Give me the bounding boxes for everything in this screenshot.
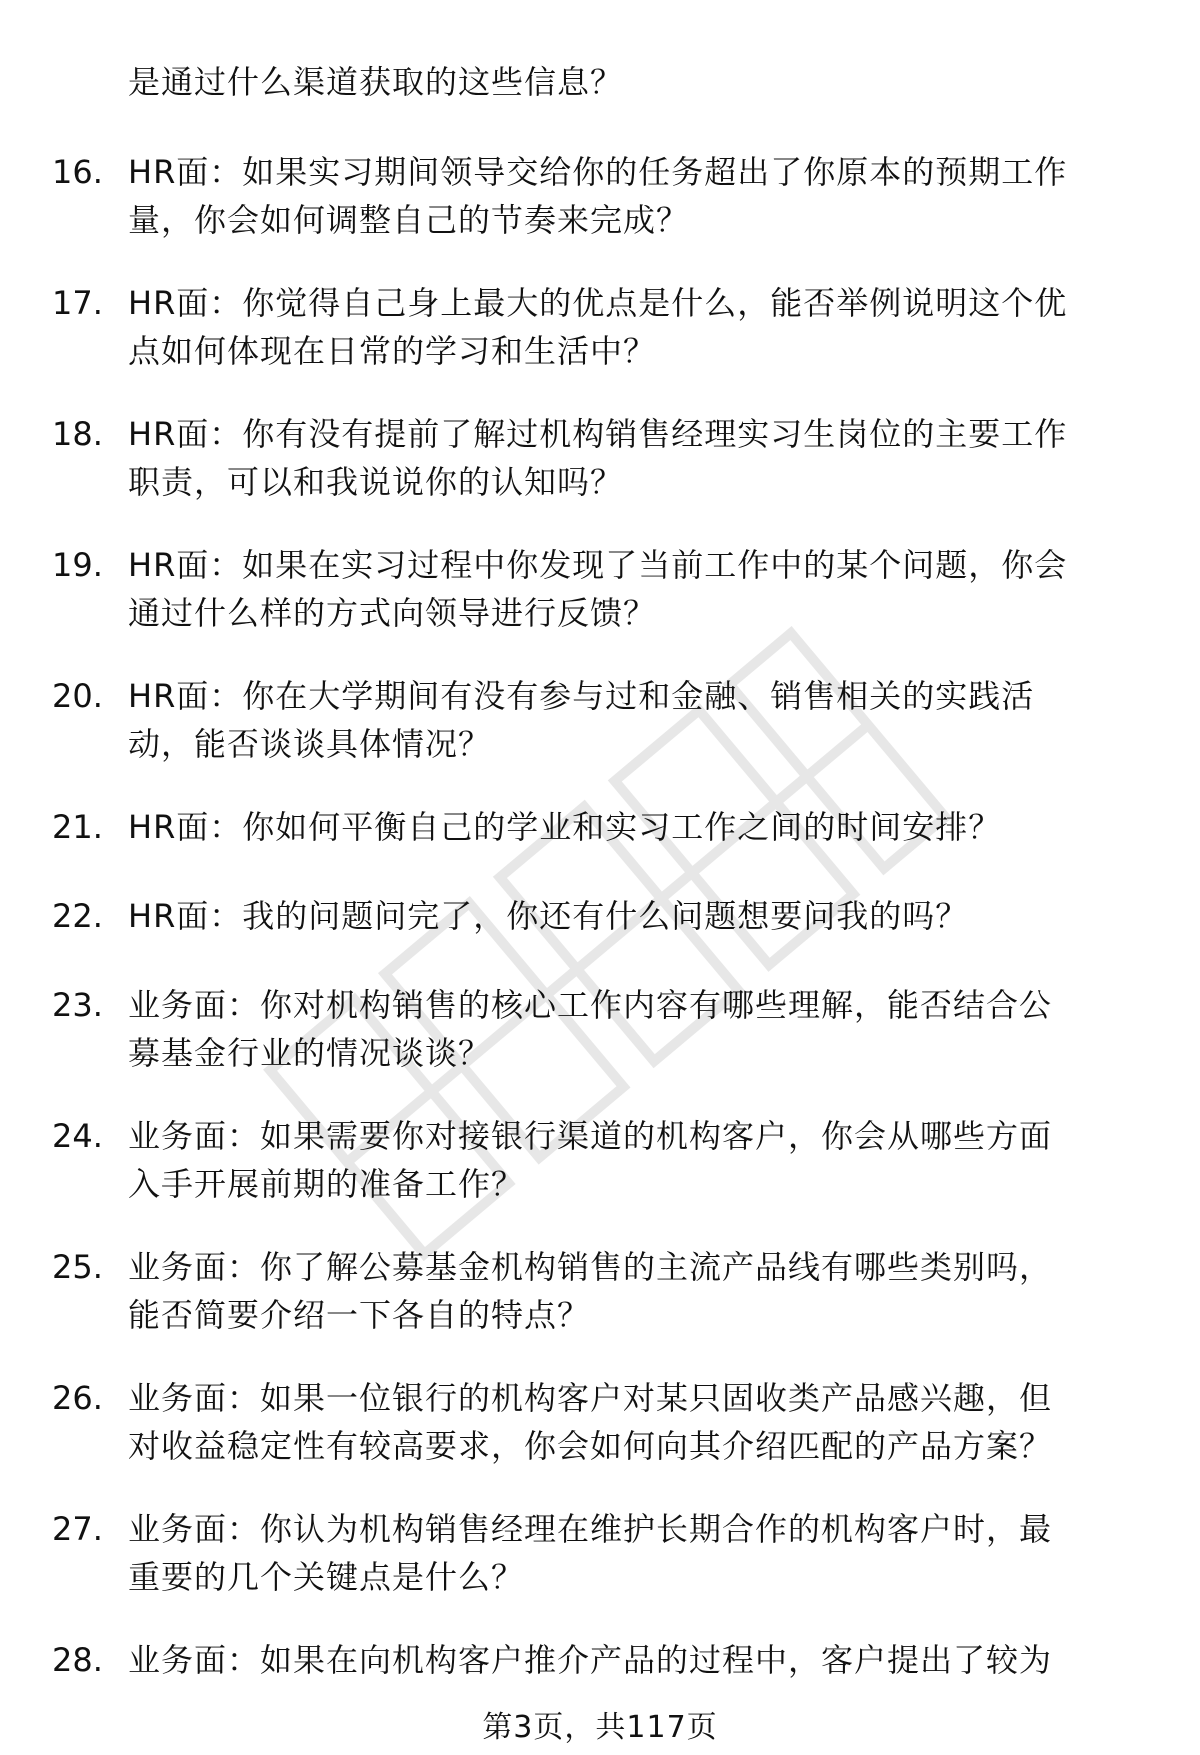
list-item (0, 981, 1200, 1112)
item-text-line: 重要的几个关键点是什么？ (128, 1558, 525, 1596)
item-text-line: 动，能否谈谈具体情况？ (128, 725, 492, 763)
item-text-line: HR面：你觉得自己身上最大的优点是什么，能否举例说明这个优 (128, 284, 1068, 322)
item-number: 27. (52, 1510, 103, 1548)
list-item (0, 148, 1200, 279)
item-text-line: 点如何体现在日常的学习和生活中？ (128, 332, 657, 370)
item-number: 24. (52, 1117, 103, 1155)
item-number: 17. (52, 284, 103, 322)
item-text (128, 148, 1168, 244)
item-number: 21. (52, 808, 103, 846)
item-text-line: 业务面：如果一位银行的机构客户对某只固收类产品感兴趣，但 (128, 1379, 1053, 1417)
item-text-line: HR面：如果实习期间领导交给你的任务超出了你原本的预期工作 (128, 153, 1068, 191)
item-number: 26. (52, 1379, 103, 1417)
item-text-line: 通过什么样的方式向领导进行反馈？ (128, 594, 657, 632)
list-item (0, 1374, 1200, 1505)
item-text-line: HR面：你在大学期间有没有参与过和金融、销售相关的实践活 (128, 677, 1035, 715)
item-text (128, 541, 1168, 637)
list-item (0, 1505, 1200, 1636)
list-item (0, 541, 1200, 672)
item-text-line: 业务面：你认为机构销售经理在维护长期合作的机构客户时，最 (128, 1510, 1053, 1548)
item-text (128, 1112, 1168, 1208)
item-text-line: 对收益稳定性有较高要求，你会如何向其介绍匹配的产品方案？ (128, 1427, 1053, 1465)
item-text-line: 能否简要介绍一下各自的特点？ (128, 1296, 591, 1334)
item-number: 16. (52, 153, 103, 191)
item-text-line: 入手开展前期的准备工作？ (128, 1165, 525, 1203)
page-footer: 第3页，共117页 (482, 1710, 718, 1745)
item-text (128, 1636, 1168, 1684)
item-text (128, 981, 1168, 1077)
list-item (0, 410, 1200, 541)
item-number: 28. (52, 1641, 103, 1679)
item-text (128, 410, 1168, 506)
item-text (128, 892, 1168, 940)
item-text (128, 1374, 1168, 1470)
item-text-line: HR面：如果在实习过程中你发现了当前工作中的某个问题，你会 (128, 546, 1068, 584)
item-number: 19. (52, 546, 103, 584)
item-number: 18. (52, 415, 103, 453)
item-text (128, 672, 1168, 768)
item-number: 20. (52, 677, 103, 715)
item-text-line: HR面：你有没有提前了解过机构销售经理实习生岗位的主要工作 (128, 415, 1068, 453)
item-number: 23. (52, 986, 103, 1024)
list-item (0, 1243, 1200, 1374)
item-text-line: HR面：你如何平衡自己的学业和实习工作之间的时间安排？ (128, 808, 1002, 846)
item-text-line: 募基金行业的情况谈谈？ (128, 1034, 492, 1072)
list-item (0, 803, 1200, 892)
item-text-line: 业务面：如果在向机构客户推介产品的过程中，客户提出了较为 (128, 1641, 1053, 1679)
item-text-line: HR面：我的问题问完了，你还有什么问题想要问我的吗？ (128, 897, 969, 935)
question-list (0, 148, 1200, 1725)
list-item (0, 1112, 1200, 1243)
item-text-line: 职责，可以和我说说你的认知吗？ (128, 463, 624, 501)
item-text (128, 279, 1168, 375)
item-text (128, 803, 1168, 851)
item-text-line: 量，你会如何调整自己的节奏来完成？ (128, 201, 690, 239)
item-number: 25. (52, 1248, 103, 1286)
item-text-line: 业务面：你了解公募基金机构销售的主流产品线有哪些类别吗， (128, 1248, 1053, 1286)
item-text (128, 1505, 1168, 1601)
item-text (128, 1243, 1168, 1339)
list-item (0, 672, 1200, 803)
continuation-line: 是通过什么渠道获取的这些信息？ (128, 63, 624, 101)
item-text-line: 业务面：如果需要你对接银行渠道的机构客户，你会从哪些方面 (128, 1117, 1053, 1155)
list-item (0, 279, 1200, 410)
item-text-line: 业务面：你对机构销售的核心工作内容有哪些理解，能否结合公 (128, 986, 1053, 1024)
item-number: 22. (52, 897, 103, 935)
list-item (0, 892, 1200, 981)
